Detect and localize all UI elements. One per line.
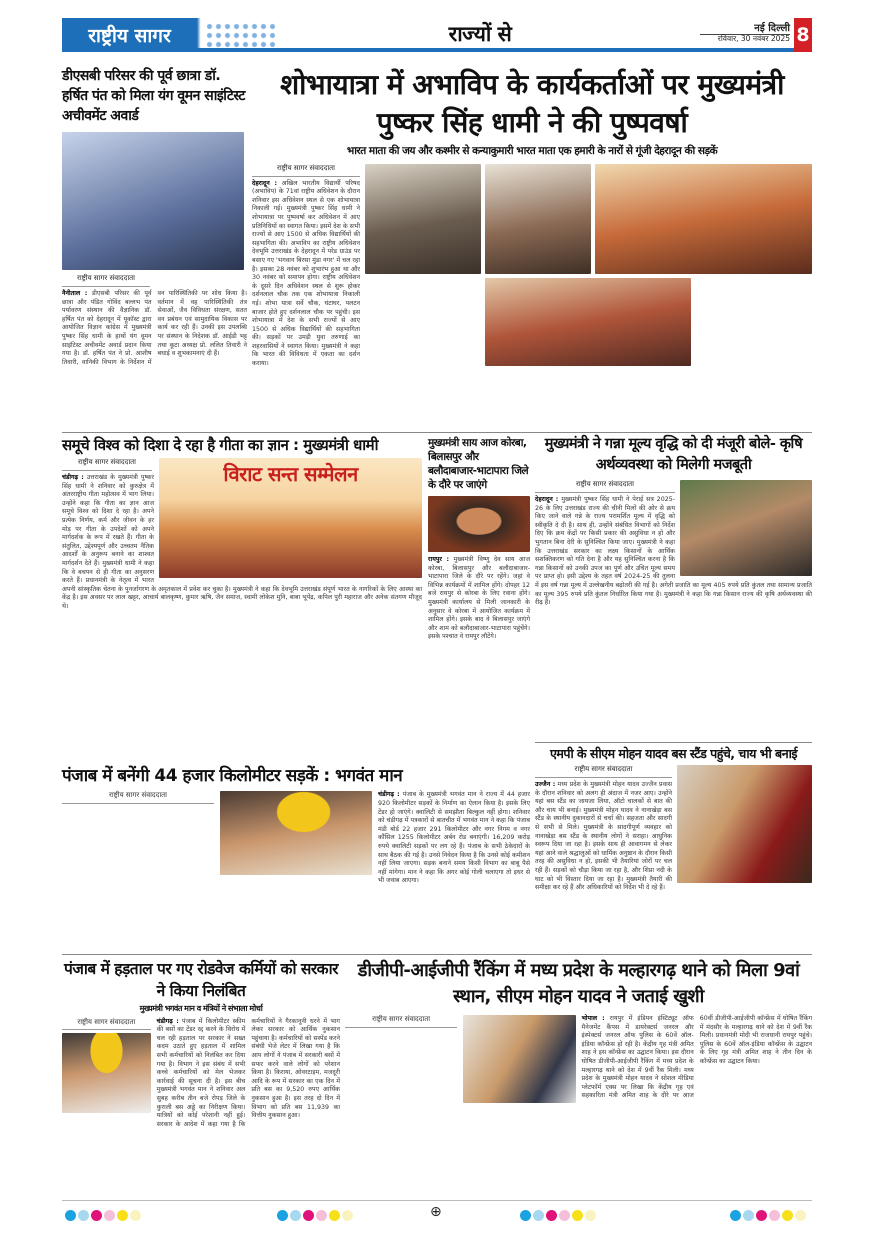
banner-text: विराट सन्त सम्मेलन bbox=[223, 462, 358, 486]
edition-date: रविवार, 30 नवंबर 2025 bbox=[717, 34, 790, 43]
article-body bbox=[62, 791, 530, 886]
article-text: डीएसबी परिसर की पूर्व छात्रा और पंडित गोविंद बल्लभ पंत पर्यावरण संस्थान की वैज्ञानिक डॉ. हर्षित पंत को देहरादून में यूकॉस्ट द्वारा आयोजित विज्ञान कांग्रेस में मुख्यमंत्री पुष्कर सिंह धामी के हाथों यंग वूमन साइंटिस्ट अचीवमेंट अवार्ड प्रदान किया गया है। डॉ. हर्षित पंत ने प्रो. आशीष तिवारी, वानिकी विभाग के निर्देशन में वन पारिस्थितिकी पर शोध किया है। वर्तमान में वह पारिस्थितिकी तंत्र सेवाओं, जैव विविधता संरक्षण, सतत वन प्रबंधन एवं सामुदायिक विकास पर कार्य कर रही हैं। उनकी इस उपलब्धि पर संस्थान के निदेशक डॉ. आईडी भट्ट तथा कूटा अध्यक्ष प्रो. ललित तिवारी ने बधाई व शुभकामनाएं दी हैं। bbox=[62, 290, 247, 366]
section-title: राज्यों से bbox=[448, 22, 512, 46]
article-headline: समूचे विश्व को दिशा दे रहा है गीता का ज्ञान : मुख्यमंत्री धामी bbox=[62, 436, 379, 454]
color-registration-dots bbox=[730, 1206, 808, 1225]
dateline: रायपुर : bbox=[428, 556, 450, 563]
divider bbox=[62, 954, 812, 955]
dateline: देहरादून : bbox=[252, 179, 278, 187]
article-sugarcane bbox=[535, 434, 812, 608]
article-headline: डीजीपी-आईजीपी रैंकिंग में मध्य प्रदेश के मल्हारगढ़ थाने को मिला 9वां स्थान, सीएम मोहन यादव ने जताई खुशी bbox=[357, 960, 800, 1007]
lead-headline: शोभायात्रा में अभाविप के कार्यकर्ताओं पर मुख्यमंत्री पुष्कर सिंह धामी ने की पुष्पवर्षा bbox=[280, 68, 784, 139]
award-photo bbox=[62, 132, 244, 270]
edition-city: नई दिल्ली bbox=[700, 20, 790, 35]
byline: राष्ट्रीय सागर संवाददाता bbox=[62, 1018, 151, 1031]
divider bbox=[62, 432, 812, 433]
article-punjab-roads bbox=[62, 766, 530, 886]
dateline: उज्जैन : bbox=[535, 781, 556, 788]
article-headline: मुख्यमंत्री साय आज कोरबा, बिलासपुर और बलौदाबाजार-भाटापारा जिले के दौरे पर जाएंगे bbox=[428, 437, 529, 491]
procession-photo bbox=[485, 278, 691, 366]
dateline: चंडीगढ़ : bbox=[378, 791, 400, 799]
article-headline: डीएसबी परिसर की पूर्व छात्रा डॉ. हर्षित पंत को मिला यंग वूमन साइंटिस्ट अचीवमेंट अवार्ड bbox=[62, 68, 245, 124]
lead-photo-group bbox=[365, 164, 812, 366]
article-body bbox=[428, 556, 530, 642]
procession-photo bbox=[365, 164, 481, 274]
byline: राष्ट्रीय सागर संवाददाता bbox=[62, 274, 150, 287]
article-roadways bbox=[62, 958, 340, 1129]
dateline: भोपाल : bbox=[581, 1015, 605, 1022]
decorative-dots bbox=[205, 22, 275, 48]
byline: राष्ट्रीय सागर संवाददाता bbox=[345, 1015, 457, 1028]
dateline: नैनीताल : bbox=[62, 290, 88, 297]
page-number: 8 bbox=[794, 18, 812, 52]
crosshair-registration-icon: ⊕ bbox=[430, 1204, 442, 1220]
dateline: देहरादून : bbox=[535, 496, 559, 503]
article-busstand bbox=[535, 746, 812, 893]
sammelan-photo bbox=[159, 458, 422, 578]
procession-photo bbox=[485, 164, 591, 274]
article-subhead: मुख्यमंत्री भगवंत मान व मंत्रियों ने संभाला मोर्चा bbox=[139, 1004, 263, 1013]
byline: राष्ट्रीय सागर संवाददाता bbox=[252, 164, 360, 177]
byline: राष्ट्रीय सागर संवाददाता bbox=[535, 480, 675, 493]
mohan-yadav-photo bbox=[463, 1015, 575, 1103]
article-ranking bbox=[345, 958, 812, 1103]
byline: राष्ट्रीय सागर संवाददाता bbox=[62, 791, 214, 804]
article-body bbox=[345, 1015, 812, 1103]
color-registration-dots bbox=[65, 1206, 143, 1225]
article-sai bbox=[428, 436, 530, 642]
article-text: पंजाब के मुख्यमंत्री भगवंत मान ने राज्य में 44 हजार 920 किलोमीटर सड़कों के निर्माण का ऐलान किया है। इसके लिए टेंडर हो जाएंगे। क्वालिटी से समझौता बिल्कुल नहीं होगा। शनिवार को चंडीगढ़ में पत्रकारों से बातचीत में भगवंत मान ने कहा कि पंजाब मंडी बोर्ड 22 हजार 291 किलोमीटर और नगर निगम व नगर कौंसिल 1255 किलोमीटर अर्बन रोड बनाएंगी। 16,209 करोड़ रुपये क्वालिटी सड़कों पर लग रहे हैं। पंजाब के सभी ठेकेदारों के साथ बैठक की गई है। उनसे निवेदन किया है कि उनसे कोई कमीशन नहीं लिया जाएगा। सड़क बनाने समय किसी विभाग का बाबू पैसे नहीं मांगेगा। मान ने कहा कि अगर कोई गोली चलाएगा तो इधर से भी जवाब आएगा। bbox=[378, 791, 530, 885]
lead-subhead: भारत माता की जय और कश्मीर से कन्याकुमारी भारत माता एक हमारी के नारों से गूंजी देहरादून की सड़कें bbox=[346, 145, 718, 157]
dateline: चंडीगढ़ : bbox=[156, 1017, 179, 1025]
article-body bbox=[62, 1018, 340, 1130]
article-headline: पंजाब में बनेंगी 44 हजार किलोमीटर सड़कें : भगवंत मान bbox=[62, 766, 403, 786]
article-text: उत्तराखंड के मुख्यमंत्री पुष्कर सिंह धामी ने शनिवार को कुरुक्षेत्र में अंतरराष्ट्रीय गीता महोत्सव में भाग लिया। उन्होंने कहा कि गीता का ज्ञान आज समूचे विश्व को दिशा दे रहा है। अपने प्रत्येक निर्णय, कर्म और जीवन के हर मोड़ पर गीता के उपदेशों को अपने मार्गदर्शक के रूप में रखते हैं। गीता के संतुलित, उद्देश्यपूर्ण और उच्चतम नैतिक आदर्शों के अनुरूप बनाने का शाश्वत मार्गदर्शन देते हैं। मुख्यमंत्री धामी ने कहा कि वे बचपन से ही गीता का अनुसरण करते हैं। प्रधानमंत्री के नेतृत्व में भारत अपनी सांस्कृतिक चेतना के पुनर्जागरण के अमृतकाल में प्रवेश कर चुका है। मुख्यमंत्री ने कहा कि देवभूमि उत्तराखंड संपूर्ण भारत के नागरिकों के लिए आस्था का केंद्र है। इस अवसर पर लाल खट्टर, आचार्य बालकृष्ण, कुमार ऋषि, जैन समाज, स्वामी लोकेश मुनि, बाबा भूपेंद्र, कपिल पुरी महाराज और अनेक संतगण मौजूद थे। bbox=[62, 474, 422, 610]
mohan-yadav-photo bbox=[677, 765, 812, 883]
chief-minister-photo bbox=[595, 164, 812, 274]
article-text: रायपुर में इंडियन इंस्टिट्यूट ऑफ मैनेजमेंट कैंपस में डायरेक्टर्स जनरल और इंस्पेक्टर्स जनरल ऑफ पुलिस के 60वें ऑल-इंडिया कॉन्फ्रेंस हो रही है। केंद्रीय गृह मंत्री अमित शाह ने इस कॉन्फ्रेंस का उद्घाटन किया। इस दौरान घोषित डीजीपी-आईजीपी रैंकिंग में मध्य प्रदेश के मल्हारगढ़ थाने को देश में 9वीं रैंक मिली। मध्य प्रदेश के मुख्यमंत्री मोहन यादव ने सोशल मीडिया प्लेटफॉर्म एक्स पर लिखा कि केंद्रीय गृह एवं सहकारिता मंत्री अमित शाह के दौरे पर आज 60वीं डीजीपी-आईजीपी कॉन्फ्रेंस में घोषित रैंकिंग में मंदसौर के मल्हारगढ़ थाने को देश में 9वीं रैंक मिली। प्रधानमंत्री मोदी भी राजधानी रायपुर पहुंचे। पुलिस के 60वें ऑल-इंडिया कॉन्फ्रेंस के उद्घाटन के लिए गृह मंत्री अमित शाह ने तीन दिन के कॉन्फ्रेंस का उद्घाटन किया। bbox=[581, 1015, 812, 1100]
chief-minister-sai-photo bbox=[428, 496, 530, 552]
article-gita bbox=[62, 436, 422, 612]
dateline: चंडीगढ़ : bbox=[62, 474, 84, 481]
article-text: मुख्यमंत्री विष्णु देव साय आज कोरबा, बिलासपुर और बलौदाबाजार-भाटापारा जिले के दौरे पर रहेंगे। जहां वे विभिन्न कार्यक्रमों में शामिल होंगे। दोपहर 12 बजे रायपुर से कोरबा के लिए रवाना होंगे। मुख्यमंत्री कार्यालय से मिली जानकारी के अनुसार वे कोरबा में आयोजित कार्यक्रम में शामिल होंगे। इसके बाद वे बिलासपुर जाएंगे और शाम को बलौदाबाजार-भाटापारा पहुंचेंगे। इसके पश्चात वे रायपुर लौटेंगे। bbox=[428, 556, 530, 641]
byline: राष्ट्रीय सागर संवाददाता bbox=[62, 458, 152, 471]
article-headline: मुख्यमंत्री ने गन्ना मूल्य वृद्धि को दी मंजूरी बोले- कृषि अर्थव्यवस्था को मिलेगी मजबूती bbox=[544, 436, 803, 473]
bhagwant-mann-photo bbox=[62, 1033, 151, 1113]
color-registration-dots bbox=[277, 1206, 355, 1225]
website: web: rashtriyasagar.com bbox=[705, 52, 810, 61]
divider bbox=[62, 1200, 812, 1201]
divider bbox=[535, 742, 812, 743]
bhagwant-mann-photo bbox=[220, 791, 372, 875]
color-registration-dots bbox=[520, 1206, 598, 1225]
article-headline: पंजाब में हड़ताल पर गए रोडवेज कर्मियों को सरकार ने किया निलंबित bbox=[64, 960, 338, 1000]
newspaper-logo: राष्ट्रीय सागर bbox=[88, 25, 171, 47]
article-text: मुख्यमंत्री पुष्कर सिंह धामी ने पेराई सत्र 2025-26 के लिए उत्तराखंड राज्य की चीनी मिलों की ओर से क्रय किए जाने वाले गन्ने के राज्य परामर्शित मूल्य में वृद्धि को स्वीकृति दे दी है। साथ ही, उन्होंने संबंधित विभागों को निर्देश दिए कि क्रय केंद्रों पर किसी प्रकार की असुविधा न हो और भुगतान बिना देरी के सुनिश्चित किया जाए। मुख्यमंत्री ने कहा कि उत्तराखंड सरकार का लक्ष्य किसानों के आर्थिक सशक्तिकरण को गति देना है और यह सुनिश्चित करना है कि गन्ना किसानों को उनकी उपज का पूर्ण और उचित मूल्य समय पर प्राप्त हो। इसी उद्देश्य के तहत वर्ष 2024-25 की तुलना में इस वर्ष गन्ना मूल्य में उल्लेखनीय बढ़ोतरी की गई है। अगेती प्रजाति का मूल्य 405 रुपये प्रति कुंतल तथा सामान्य प्रजाति का मूल्य 395 रुपये प्रति कुंतल निर्धारित किया गया है। मुख्यमंत्री ने कहा कि गन्ना किसान राज्य की कृषि अर्थव्यवस्था की रीढ़ हैं। bbox=[535, 496, 812, 607]
article-text: पंजाब में किलोमीटर स्कीम की बसों का टेंडर रद्द करने के विरोध में चल रही हड़ताल पर सरकार ने सख्त कदम उठाते हुए हड़ताल में शामिल सभी कर्मचारियों को निलंबित कर दिया गया है। विभाग ने इस संबंध में सभी कच्चे कर्मचारियों को मेल भेजकर कार्रवाई की सूचना दी है। इस बीच मुख्यमंत्री भगवंत मान ने शनिवार अल सुबह करीब तीन बजे रोपड़ जिले के कुराली बस अड्डे का निरीक्षण किया। यात्रियों को कोई परेशानी नहीं हुई। सरकार के आदेश में कहा गया है कि कर्मचारियों ने गैरकानूनी धरने में भाग लेकर सरकार को आर्थिक नुकसान पहुंचाया है। कर्मचारियों को सस्पेंड करने संबंधी भेजे लेटर में लिखा गया है कि आप लोगों ने पंजाब में सरकारी बसों में सफर करने वाले लोगों को परेशान किया है। किराया, ओवरटाइम, मजदूरी आदि के रूप में सरकार का एक दिन में प्रति बस का 9,520 रुपए आर्थिक नुकसान हुआ है। इस तरह दो दिन में विभाग को प्रति बस 11,939 का वित्तीय नुकसान हुआ। bbox=[156, 1017, 340, 1128]
article-lead bbox=[252, 66, 812, 369]
chief-minister-dhami-photo bbox=[680, 480, 812, 576]
article-body bbox=[62, 290, 247, 367]
article-text: अखिल भारतीय विद्यार्थी परिषद (अभाविप) के 71वां राष्ट्रीय अधिवेशन के दौरान शनिवार इस अधिवेशन स्थल से एक शोभायात्रा निकाली गई। मुख्यमंत्री पुष्कर सिंह धामी ने शोभायात्रा पर पुष्पवर्षा कर अधिवेशन में आए प्रतिनिधियों का स्वागत किया। इसमें देश के सभी राज्यों से आए 1500 से अधिक विद्यार्थियों की सहभागिता की। अभाविप का राष्ट्रीय अधिवेशन देवभूमि उत्तराखंड के देहरादून में परेड ग्राउंड पर बसाए गए 'भगवान बिरसा मुंडा नगर' में चल रहा है। इसका 28 नवंबर को शुभारंभ हुआ था और 30 नवंबर को समापन होगा। राष्ट्रीय अधिवेशन के दूसरे दिन अधिवेशन स्थल से शुरू होकर दर्शनलाल चौक तक एक शोभायात्रा निकाली गई। शोभा यात्रा सर्वे चौक, घंटाघर, पलटन बाजार होते हुए दर्शनलाल चौक पर पहुंची। इस शोभायात्रा में देश के सभी राज्यों से आए 1500 से अधिक विद्यार्थियों की सहभागिता की। सड़कों पर उमड़ी युवा तरुणाई का शहरवासियों ने स्वागत किया। मुख्यमंत्री ने कहा कि भारत की विविधता में एकता का दर्शन कराया। bbox=[252, 179, 360, 368]
article-text: मध्य प्रदेश के मुख्यमंत्री मोहन यादव उज्जैन प्रवास के दौरान शनिवार को अलग ही अंदाज में नजर आए। उन्होंने यहां बस स्टैंड का जायजा लिया, ऑटो चालकों से बात की और चाय भी बनाई। मुख्यमंत्री मोहन यादव ने नानाखेड़ा बस स्टैंड के स्थानीय दुकानदारों से चर्चा की। सहजता और सादगी से सभी से मिले। मुख्यमंत्री के सादगीपूर्ण व्यवहार को नानाखेड़ा बस स्टैंड के स्थानीय लोगों ने सराहा। आधुनिक स्वरूप दिया जा रहा है। इसके साथ ही आवागमन से लेकर यहां आने वाले श्रद्धालुओं को धार्मिक अनुष्ठान के दौरान किसी तरह की असुविधा न हो, इसकी भी तैयारियां जोरों पर चल रही हैं। सड़कों को चौड़ा किया जा रहा है, और शिप्रा नदी के घाट को भी विस्तार दिया जा रहा है। मुख्यमंत्री तैयारी की समीक्षा कर रहे हैं और अधिकारियों को निर्देश भी दे रहे हैं। bbox=[535, 781, 673, 892]
article-award bbox=[62, 66, 247, 367]
article-headline: एमपी के सीएम मोहन यादव बस स्टैंड पहुंचे, चाय भी बनाई bbox=[549, 746, 798, 761]
byline: राष्ट्रीय सागर संवाददाता bbox=[535, 765, 672, 778]
